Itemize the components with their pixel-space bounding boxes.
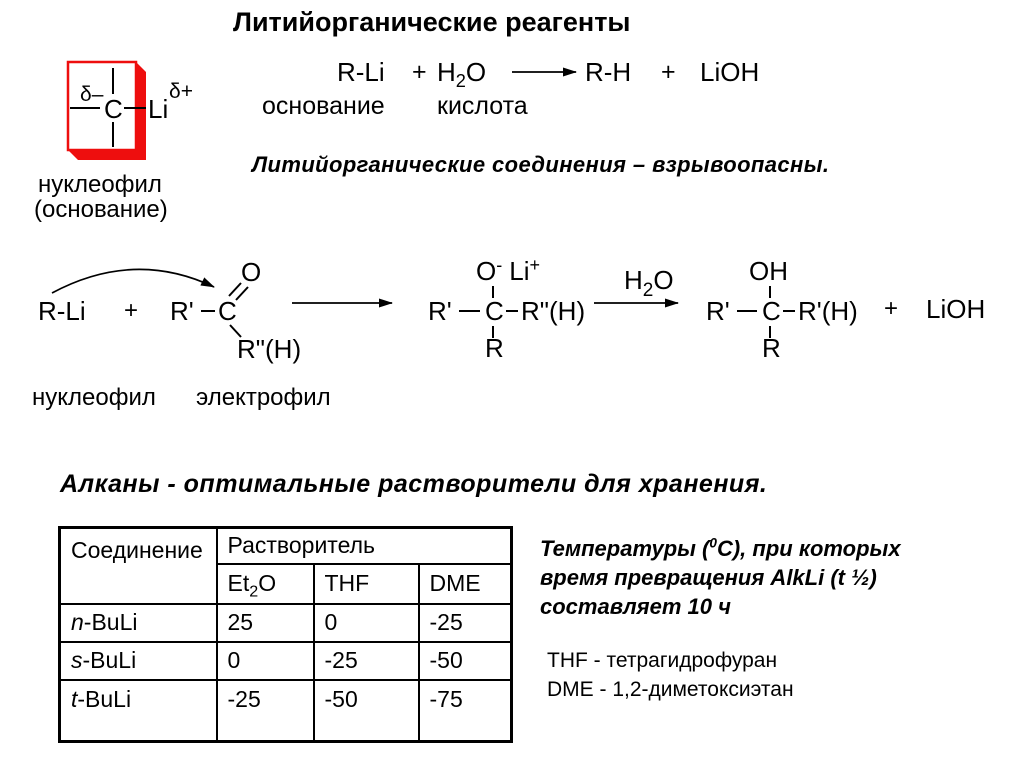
et2o-et: Et [227,570,250,596]
dme-definition: DME - 1,2-диметоксиэтан [547,678,794,701]
eq-h2o-o: O [465,57,487,87]
alkanes-note: Алканы - оптимальные растворители для хранения. [60,470,768,498]
compound-prefix: n [71,609,84,635]
temperature-note-line1 [540,534,901,563]
nucleophile-caption-line2: (основание) [34,196,168,223]
eq-lioh: LiOH [700,57,760,87]
reactant-r-prime: R' [170,296,194,326]
product-oh: OH [749,256,788,286]
product-r1h: R'(H) [798,296,858,326]
alkoxide-r-prime: R' [428,296,452,326]
reactant-r2h: R"(H) [237,334,302,364]
electrophile-label: электрофил [196,384,331,411]
page-title: Литийорганические реагенты [233,7,631,37]
alkoxide-minus: - [496,255,503,275]
nucleophile-caption-line1: нуклеофил [38,171,162,198]
eq-plus-1: + [412,58,427,86]
cell-sbuli-thf: -25 [314,642,419,680]
scheme-r-li: R-Li [38,296,86,326]
carbon-atom: C [104,94,123,124]
thf-definition: THF - тетрагидрофуран [547,649,778,672]
scheme-plus-2: + [884,295,899,322]
delta-plus-label: δ+ [169,80,193,103]
alkoxide-carbon: C [485,296,504,326]
cell-nbuli-thf: 0 [314,604,419,642]
alkoxide-r2h: R"(H) [521,296,586,326]
nucleophile-label: нуклеофил [32,384,156,411]
table-header-thf: THF [314,564,419,604]
note-line1-post: С), при которых [716,536,901,561]
scheme-h2o-sub: 2 [642,280,654,301]
eq-r-li: R-Li [337,57,385,87]
compound-name [60,642,217,680]
base-label: основание [262,92,385,120]
lithium-atom: Li [148,94,169,124]
cell-nbuli-et2o: 25 [217,604,314,642]
eq-arrow [510,64,590,80]
solvent-table [58,526,513,743]
temperature-note [540,534,901,621]
eq-h2o-sub: 2 [455,71,466,92]
curved-electron-arrow [52,269,214,293]
cell-sbuli-dme: -50 [419,642,512,680]
table-row-tbuli [60,680,512,742]
alkoxide-li: Li [509,256,530,286]
table-row-nbuli [60,604,512,642]
scheme-lioh: LiOH [926,294,986,324]
product-r: R [762,333,781,363]
compound-prefix: t [71,685,78,712]
cell-nbuli-dme: -25 [419,604,512,642]
eq-h2o [437,57,487,92]
carbon-lithium-structure [36,55,236,170]
compound-suffix: -BuLi [82,647,137,673]
double-bond-1 [229,283,241,296]
double-bond-2 [236,287,248,300]
scheme-h2o-h: H [624,265,643,295]
eq-plus-2: + [661,58,676,86]
et2o-sub: 2 [249,582,259,601]
eq-r-h: R-H [585,57,632,87]
table-header-row-1 [60,528,512,564]
table-header-dme: DME [419,564,512,604]
table-header-solvent: Растворитель [217,528,512,564]
scheme-plus-1: + [124,297,139,324]
reactant-oxygen: O [241,257,262,287]
compound-suffix: -BuLi [83,609,138,635]
acid-label: кислота [437,92,528,120]
product-carbon: C [762,296,781,326]
temperature-note-line3: составляет 10 ч [540,594,731,619]
cell-sbuli-et2o: 0 [217,642,314,680]
table-header-compound: Соединение [60,528,217,604]
note-line1-pre: Температуры ( [540,536,710,561]
alkoxide-o: O [476,256,497,286]
note-line1-sup: 0 [709,535,717,551]
alkoxide-plus: + [529,255,540,275]
compound-name [60,680,217,742]
compound-suffix: -BuLi [77,685,132,712]
eq-h2o-h: H [437,57,456,87]
table-row-sbuli [60,642,512,680]
cell-tbuli-dme: -75 [419,680,512,742]
scheme-h2o [624,265,674,301]
reactant-carbon: C [218,296,237,326]
scheme-h2o-o: O [653,265,674,295]
delta-minus-label: δ– [80,83,104,106]
alkoxide-o-li [476,255,540,286]
product-r-prime: R' [706,296,730,326]
compound-prefix: s [71,647,83,673]
explosive-warning: Литийорганические соединения – взрывоопасны. [252,152,830,177]
compound-name [60,604,217,642]
abbreviation-definitions [547,646,794,704]
et2o-o: O [258,570,277,596]
table-header-et2o [217,564,314,604]
alkoxide-r: R [485,333,504,363]
red-box [68,62,136,150]
cell-tbuli-thf: -50 [314,680,419,742]
cell-tbuli-et2o: -25 [217,680,314,742]
temperature-note-line2: время превращения AlkLi (t ½) [540,565,877,590]
